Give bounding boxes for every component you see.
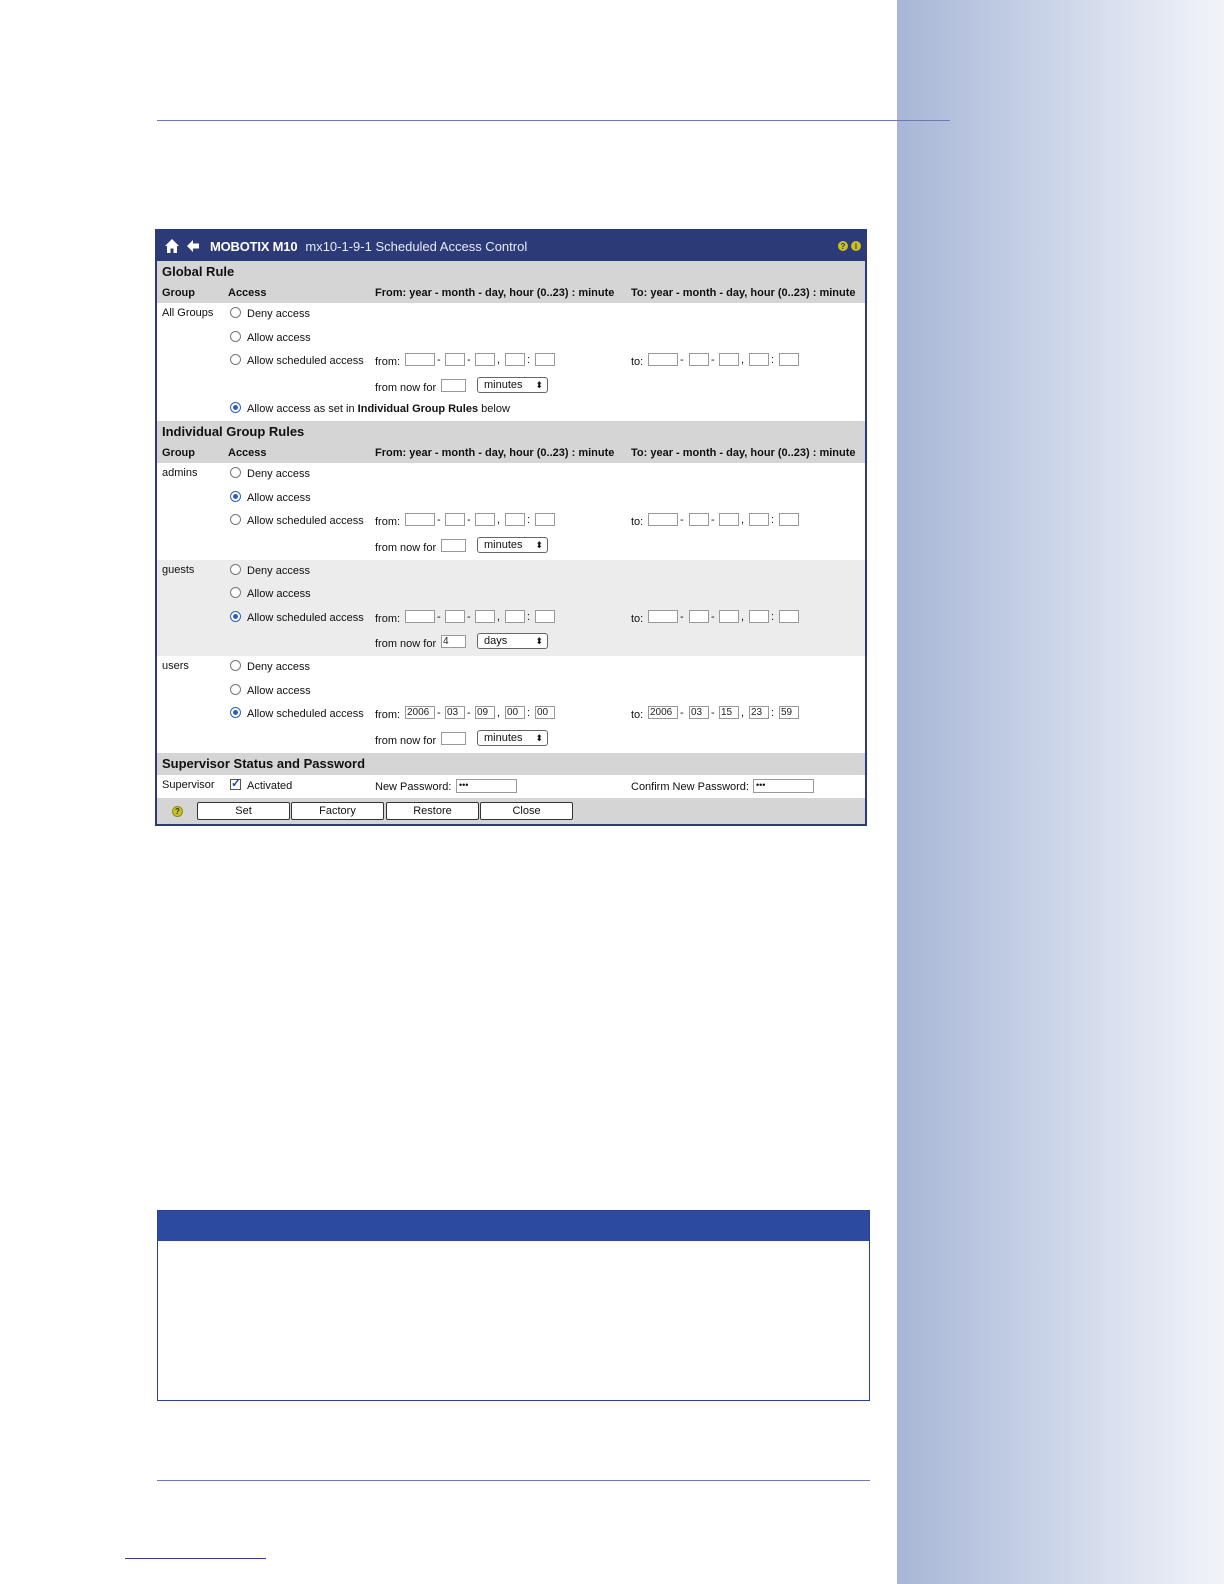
group-rule-block-guests <box>157 560 865 657</box>
option-label: Deny access <box>247 468 310 480</box>
updown-arrow-icon: ⬍ <box>535 732 543 743</box>
to-field-1[interactable] <box>689 353 709 366</box>
group-rule-row <box>157 656 865 680</box>
global-rule-block <box>157 303 865 421</box>
from-field-3[interactable] <box>505 353 525 366</box>
radio-button[interactable] <box>230 684 241 695</box>
from-field-3[interactable] <box>505 610 525 623</box>
from-now-label: from now for <box>375 541 437 554</box>
radio-button[interactable] <box>230 587 241 598</box>
title-bar <box>157 231 865 261</box>
date-separator: , <box>741 354 745 366</box>
date-separator: : <box>771 707 775 719</box>
from-label: from: <box>375 709 401 721</box>
global-rule-row <box>157 374 865 398</box>
date-separator: - <box>680 514 684 526</box>
to-label: to: <box>631 356 644 368</box>
from-field-2[interactable] <box>475 610 495 623</box>
from-field-4[interactable] <box>535 353 555 366</box>
group-rule-row <box>157 583 865 607</box>
date-separator: , <box>497 354 501 366</box>
date-separator: - <box>437 610 441 623</box>
option-label: Deny access <box>247 661 310 673</box>
radio-button[interactable] <box>230 564 241 575</box>
group-rule-row <box>157 510 865 534</box>
from-field-1[interactable] <box>445 513 465 526</box>
from-now-label: from now for <box>375 638 437 650</box>
from-now-field[interactable] <box>441 732 466 745</box>
option-label: Allow access <box>247 491 311 504</box>
supervisor-row <box>157 775 865 799</box>
group-rule-row <box>157 680 865 704</box>
from-field-4[interactable]: 00 <box>535 706 555 719</box>
option-label: Allow access <box>247 684 311 697</box>
from-field-1[interactable] <box>445 610 465 623</box>
option-label: Allow access <box>247 331 311 344</box>
to-label: to: <box>631 516 644 528</box>
group-rule-row <box>157 487 865 511</box>
from-field-2[interactable] <box>475 513 495 526</box>
option-label: Allow scheduled access <box>247 515 364 527</box>
page-footer-rule <box>125 1558 266 1559</box>
to-field-2[interactable] <box>719 610 739 623</box>
global-rule-row <box>157 303 865 327</box>
to-field-1[interactable] <box>689 513 709 526</box>
header-group: Group <box>162 447 195 459</box>
to-field-3[interactable] <box>749 353 769 366</box>
date-separator: : <box>527 514 531 526</box>
set-button[interactable]: Set <box>197 802 290 820</box>
option-bold: Individual Group Rules <box>357 402 479 415</box>
header-from: From: year - month - day, hour (0..23) : minute <box>375 447 615 459</box>
to-field-2[interactable] <box>719 353 739 366</box>
option-label: Deny access <box>247 564 310 577</box>
updown-arrow-icon: ⬍ <box>535 539 543 550</box>
unit-select[interactable] <box>477 537 548 553</box>
group-rule-row <box>157 560 865 584</box>
page-title: mx10-1-9-1 Scheduled Access Control <box>305 238 528 254</box>
header-to: To: year - month - day, hour (0..23) : minute <box>631 447 856 459</box>
group-rule-row <box>157 630 865 656</box>
from-field-1[interactable]: 03 <box>445 706 465 719</box>
date-separator: , <box>497 610 501 623</box>
from-label: from: <box>375 612 401 625</box>
group-name: admins <box>162 467 198 479</box>
date-separator: - <box>467 610 471 623</box>
date-separator: - <box>437 707 441 719</box>
note-box <box>157 1210 870 1401</box>
date-separator: - <box>680 354 684 366</box>
help-icon[interactable]: ? <box>172 806 183 817</box>
group-name: guests <box>162 563 195 576</box>
brand-label: MOBOTIX M10 <box>210 238 298 254</box>
date-separator: : <box>771 354 775 366</box>
to-label: to: <box>631 709 644 721</box>
to-field-4[interactable] <box>779 610 799 623</box>
group-rule-row <box>157 703 865 727</box>
header-access: Access <box>228 447 267 459</box>
date-separator: , <box>741 707 745 719</box>
home-icon[interactable] <box>164 238 180 254</box>
unit-select[interactable] <box>477 377 548 393</box>
from-field-4[interactable] <box>535 513 555 526</box>
from-field-4[interactable] <box>535 610 555 623</box>
header-from: From: year - month - day, hour (0..23) : minute <box>375 287 615 299</box>
button-bar <box>157 798 865 824</box>
confirm-password-field[interactable]: ••• <box>753 779 814 793</box>
radio-button[interactable] <box>230 491 241 502</box>
to-label: to: <box>631 612 644 625</box>
group-rule-row <box>157 607 865 631</box>
header-to: To: year - month - day, hour (0..23) : minute <box>631 287 856 299</box>
radio-button[interactable] <box>230 331 241 342</box>
global-rule-row <box>157 398 865 422</box>
supervisor-heading: Supervisor Status and Password <box>157 753 865 775</box>
supervisor-activated-checkbox[interactable] <box>230 779 241 790</box>
date-separator: - <box>437 514 441 526</box>
date-separator: - <box>437 354 441 366</box>
to-field-4[interactable] <box>779 353 799 366</box>
individual-rules-column-headers <box>157 443 865 463</box>
unit-value: minutes <box>484 378 523 391</box>
radio-button[interactable] <box>230 707 241 718</box>
date-separator: - <box>680 610 684 623</box>
group-rule-row <box>157 727 865 753</box>
radio-button[interactable] <box>230 611 241 622</box>
date-separator: - <box>711 514 715 526</box>
to-field-0[interactable]: 2006 <box>648 706 678 719</box>
date-separator: - <box>680 707 684 719</box>
option-label <box>247 403 510 415</box>
activated-label: Activated <box>247 779 293 792</box>
date-separator: - <box>467 514 471 526</box>
to-field-1[interactable] <box>689 610 709 623</box>
radio-button[interactable] <box>230 467 241 478</box>
note-box-header <box>158 1211 869 1241</box>
global-rule-row <box>157 350 865 374</box>
date-separator: : <box>771 514 775 526</box>
date-separator: - <box>711 707 715 719</box>
global-rule-column-headers <box>157 283 865 303</box>
scheduled-access-dialog <box>155 229 867 826</box>
option-prefix: Allow access as set in <box>247 402 355 415</box>
header-group: Group <box>162 287 195 299</box>
global-rule-heading: Global Rule <box>157 261 865 283</box>
from-now-label: from now for <box>375 734 437 747</box>
radio-button[interactable] <box>230 307 241 318</box>
option-label: Allow scheduled access <box>247 708 364 720</box>
radio-button[interactable] <box>230 402 241 413</box>
back-arrow-icon[interactable] <box>186 239 200 253</box>
date-separator: , <box>741 610 745 623</box>
from-field-2[interactable]: 09 <box>475 706 495 719</box>
updown-arrow-icon: ⬍ <box>535 379 543 390</box>
option-label: Allow scheduled access <box>247 611 364 624</box>
date-separator: : <box>527 610 531 623</box>
date-separator: - <box>467 707 471 719</box>
date-separator: , <box>497 514 501 526</box>
from-field-0[interactable] <box>405 513 435 526</box>
to-field-3[interactable] <box>749 513 769 526</box>
confirm-password-label: Confirm New Password: <box>631 780 749 793</box>
date-separator: , <box>497 707 501 719</box>
to-field-0[interactable] <box>648 610 678 623</box>
group-name: All Groups <box>162 307 214 319</box>
footer-rule <box>157 1480 870 1481</box>
date-separator: - <box>467 354 471 366</box>
unit-select[interactable] <box>477 633 548 649</box>
group-rule-row <box>157 463 865 487</box>
info-icon[interactable]: i <box>851 241 861 251</box>
to-field-3[interactable]: 23 <box>749 706 769 719</box>
factory-button[interactable]: Factory <box>291 802 384 820</box>
option-label: Allow access <box>247 588 311 600</box>
to-field-4[interactable]: 59 <box>779 706 799 719</box>
from-field-2[interactable] <box>475 353 495 366</box>
unit-select[interactable] <box>477 730 548 746</box>
from-field-0[interactable] <box>405 610 435 623</box>
from-field-1[interactable] <box>445 353 465 366</box>
from-now-field[interactable]: 4 <box>441 635 466 648</box>
help-icon[interactable]: ? <box>838 241 848 251</box>
updown-arrow-icon: ⬍ <box>535 636 543 646</box>
from-label: from: <box>375 356 401 368</box>
date-separator: : <box>527 707 531 719</box>
from-label: from: <box>375 516 401 528</box>
individual-rules-heading: Individual Group Rules <box>157 421 865 443</box>
from-field-3[interactable]: 00 <box>505 706 525 719</box>
from-now-label: from now for <box>375 381 437 394</box>
date-separator: - <box>711 354 715 366</box>
to-field-2[interactable] <box>719 513 739 526</box>
supervisor-label: Supervisor <box>162 778 215 791</box>
from-now-field[interactable] <box>441 379 466 392</box>
date-separator: , <box>741 514 745 526</box>
to-field-3[interactable] <box>749 610 769 623</box>
to-field-4[interactable] <box>779 513 799 526</box>
radio-button[interactable] <box>230 514 241 525</box>
to-field-2[interactable]: 15 <box>719 706 739 719</box>
from-now-field[interactable] <box>441 539 466 552</box>
new-password-field[interactable]: ••• <box>456 779 517 793</box>
global-rule-row <box>157 327 865 351</box>
group-rule-block-admins <box>157 463 865 560</box>
from-field-3[interactable] <box>505 513 525 526</box>
restore-button[interactable]: Restore <box>386 802 479 820</box>
to-field-1[interactable]: 03 <box>689 706 709 719</box>
group-rule-block-users <box>157 656 865 753</box>
unit-value: minutes <box>484 731 523 744</box>
group-rules-list <box>157 463 865 753</box>
radio-button[interactable] <box>230 660 241 671</box>
to-field-0[interactable] <box>648 513 678 526</box>
to-field-0[interactable] <box>648 353 678 366</box>
header-rule <box>157 120 950 121</box>
from-field-0[interactable] <box>405 353 435 366</box>
group-name: users <box>162 660 189 672</box>
date-separator: - <box>711 610 715 623</box>
new-password-label: New Password: <box>375 780 452 793</box>
date-separator: : <box>527 354 531 366</box>
date-separator: : <box>771 610 775 623</box>
close-button[interactable]: Close <box>480 802 573 820</box>
unit-value: days <box>484 635 508 647</box>
option-suffix: below <box>481 402 510 415</box>
option-label: Allow scheduled access <box>247 355 364 367</box>
from-field-0[interactable]: 2006 <box>405 706 435 719</box>
option-label: Deny access <box>247 308 310 320</box>
radio-button[interactable] <box>230 354 241 365</box>
page-sidebar-gradient <box>897 0 1224 1584</box>
header-access: Access <box>228 287 267 299</box>
unit-value: minutes <box>484 538 523 551</box>
group-rule-row <box>157 534 865 560</box>
